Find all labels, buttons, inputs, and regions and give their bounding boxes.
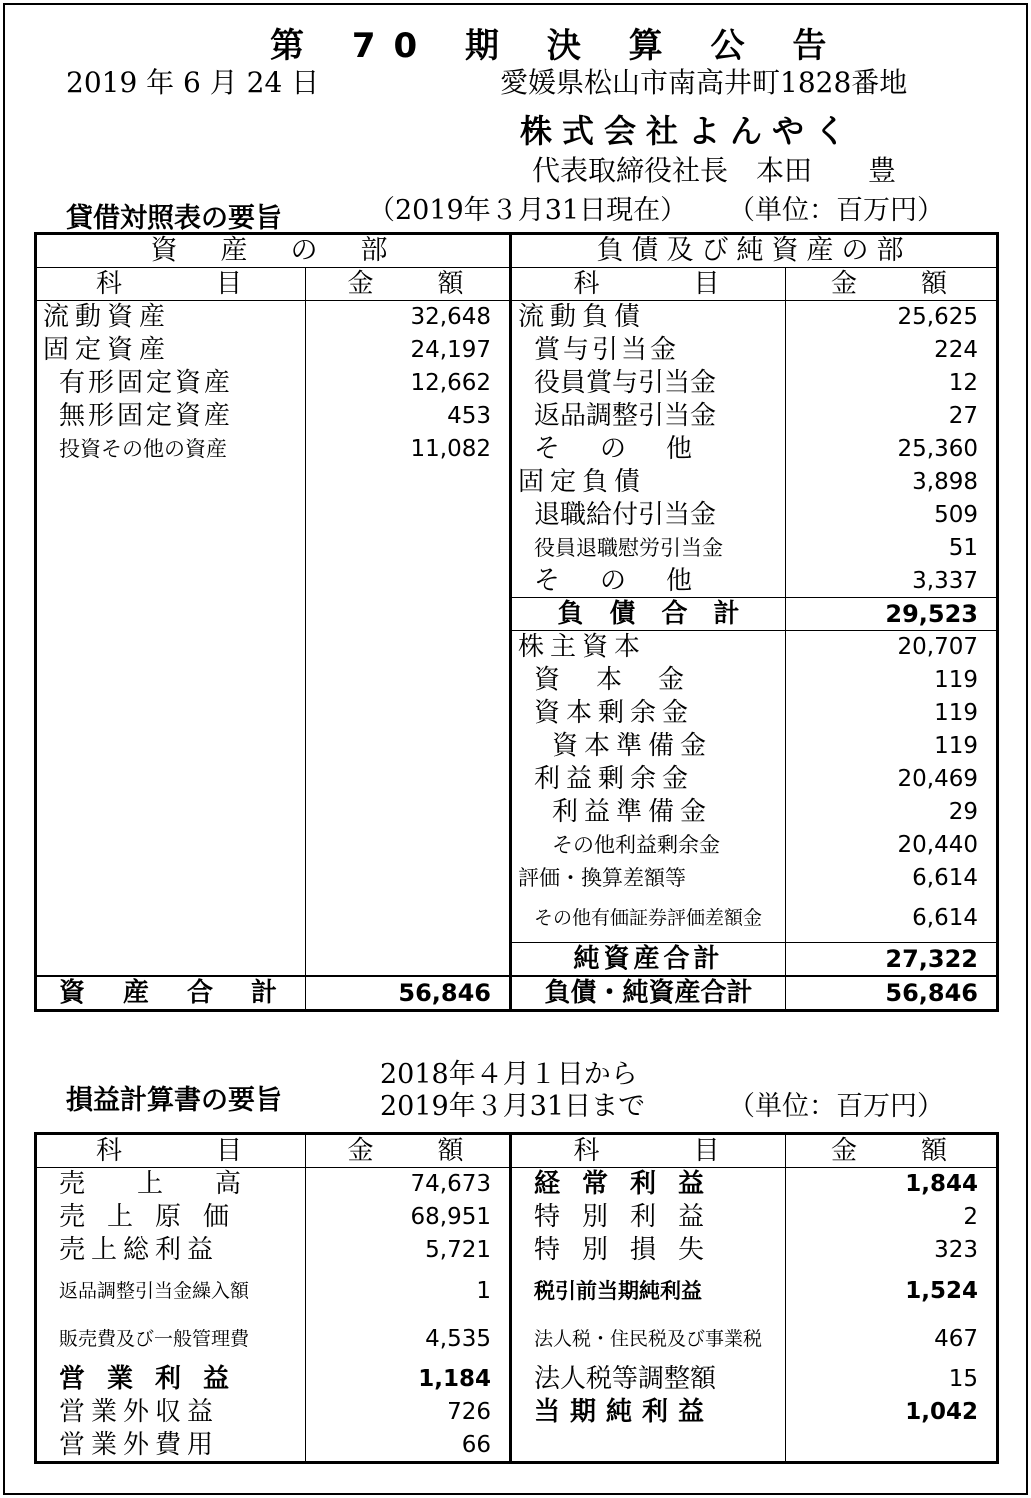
company-name: 株式会社よんやく: [520, 112, 857, 150]
row-label: 資本準備金: [511, 730, 786, 763]
row-value: 66: [306, 1429, 511, 1463]
row-label: 売上総利益: [59, 1235, 220, 1265]
column-header-amount: 金 額: [306, 268, 511, 301]
row-label: 資本金: [511, 664, 786, 697]
table-row: [36, 1234, 998, 1267]
row-value: 3,898: [786, 466, 998, 499]
row-label: 売上高: [59, 1169, 294, 1200]
column-header-item: 科 目: [36, 268, 306, 301]
column-header-item: 科 目: [511, 1134, 786, 1168]
row-value: 1: [306, 1267, 511, 1315]
row-value: 119: [786, 664, 998, 697]
row-value: 323: [786, 1234, 998, 1267]
table-row: [36, 697, 998, 730]
row-value: 224: [786, 334, 998, 367]
table-row: [36, 499, 998, 532]
row-value: 12,662: [306, 367, 511, 400]
page-title: 第 70 期 決 算 公 告: [270, 26, 845, 66]
row-value: 68,951: [306, 1201, 511, 1234]
row-value: 509: [786, 499, 998, 532]
row-value: 1,042: [786, 1396, 998, 1429]
row-label: 特別利益: [511, 1201, 786, 1234]
balance-sheet-table: [34, 232, 999, 1012]
row-label: 役員退職慰労引当金: [511, 532, 786, 565]
income-period-from: 2018年４月１日から: [380, 1059, 638, 1090]
income-statement-heading: 損益計算書の要旨: [66, 1085, 282, 1116]
row-label: 固定負債: [511, 466, 786, 499]
row-label: 法人税・住民税及び事業税: [511, 1315, 786, 1363]
row-value: 24,197: [306, 334, 511, 367]
row-value: 25,360: [786, 433, 998, 466]
row-label: 営業外収益: [59, 1397, 220, 1427]
table-row: [36, 1315, 998, 1363]
income-period-to: 2019年３月31日まで: [380, 1091, 646, 1122]
row-value: 5,721: [306, 1234, 511, 1267]
row-value: 20,469: [786, 763, 998, 796]
table-row: [36, 466, 998, 499]
table-row: [36, 730, 998, 763]
row-label: 評価・換算差額等: [511, 862, 786, 895]
row-label: その他: [511, 433, 786, 466]
equity-total-value: 27,322: [786, 943, 998, 977]
equity-total-label: 純資産合計: [511, 943, 786, 977]
row-label: 賞与引当金: [511, 334, 786, 367]
table-row: [36, 1168, 998, 1201]
income-statement-table: [34, 1132, 999, 1464]
row-label: 役員賞与引当金: [511, 367, 786, 400]
table-row: [36, 631, 998, 664]
table-row: [36, 234, 998, 268]
column-header-amount: 金 額: [306, 1134, 511, 1168]
representative: 代表取締役社長 本田 豊: [532, 154, 897, 187]
balance-sheet-date: （2019年３月31日現在）: [368, 195, 688, 226]
row-label: 営業利益: [59, 1364, 252, 1394]
row-label: 株主資本: [511, 631, 786, 664]
row-label: 売上原価: [59, 1202, 252, 1232]
row-value: 25,625: [786, 301, 998, 334]
row-label: 資本剰余金: [511, 697, 786, 730]
row-label: 有形固定資産: [59, 368, 234, 398]
table-row: [36, 829, 998, 862]
row-value: 6,614: [786, 862, 998, 895]
row-value: 11,082: [306, 433, 511, 466]
table-row: [36, 532, 998, 565]
row-value: 453: [306, 400, 511, 433]
row-value: 2: [786, 1201, 998, 1234]
assets-total-value: 56,846: [306, 976, 511, 1011]
row-value: 119: [786, 697, 998, 730]
table-row: [36, 433, 998, 466]
table-row: [36, 1134, 998, 1168]
row-label: 無形固定資産: [59, 401, 234, 431]
row-value: 1,844: [786, 1168, 998, 1201]
row-label: 経常利益: [511, 1168, 786, 1201]
row-value: 15: [786, 1363, 998, 1396]
row-label: 税引前当期純利益: [511, 1267, 786, 1315]
row-label: 流動資産: [43, 302, 172, 333]
liabilities-section-header: 負債及び純資産の部: [511, 234, 998, 268]
liab-equity-total-value: 56,846: [786, 976, 998, 1011]
row-value: 27: [786, 400, 998, 433]
row-label: その他利益剰余金: [511, 829, 786, 862]
row-label: 返品調整引当金繰入額: [59, 1279, 250, 1302]
row-value: 1,184: [306, 1363, 511, 1396]
publication-date: 2019 年 6 月 24 日: [66, 66, 320, 99]
table-row: [36, 796, 998, 829]
table-row: [36, 1429, 998, 1463]
row-label: 営業外費用: [59, 1429, 220, 1460]
row-label: 投資その他の資産: [59, 437, 227, 461]
row-label: 利益準備金: [511, 796, 786, 829]
column-header-amount: 金 額: [786, 1134, 998, 1168]
table-row: [36, 664, 998, 697]
row-value: 467: [786, 1315, 998, 1363]
liabilities-total-label: 負 債 合 計: [511, 598, 786, 631]
table-row: [36, 895, 998, 943]
table-row: [36, 598, 998, 631]
table-row: [36, 400, 998, 433]
liab-equity-total-label: 負債・純資産合計: [511, 976, 786, 1011]
row-label: 固定資産: [43, 335, 172, 365]
balance-sheet-unit: （単位：百万円）: [728, 195, 944, 226]
row-value: 12: [786, 367, 998, 400]
table-row: [36, 301, 998, 334]
column-header-amount: 金 額: [786, 268, 998, 301]
company-address: 愛媛県松山市南高井町1828番地: [500, 66, 908, 99]
row-value: 51: [786, 532, 998, 565]
table-row: [36, 1363, 998, 1396]
row-label: 流動負債: [511, 301, 786, 334]
row-value: 4,535: [306, 1315, 511, 1363]
row-value: 32,648: [306, 301, 511, 334]
column-header-item: 科 目: [511, 268, 786, 301]
row-value: 29: [786, 796, 998, 829]
table-row: [36, 862, 998, 895]
income-statement-unit: （単位：百万円）: [728, 1091, 944, 1122]
table-row: [36, 334, 998, 367]
table-row: [36, 1267, 998, 1315]
row-label: 法人税等調整額: [511, 1363, 786, 1396]
row-label: 販売費及び一般管理費: [59, 1327, 250, 1350]
table-row: [36, 976, 998, 1011]
row-label: 特別損失: [511, 1234, 786, 1267]
assets-section-header: 資 産 の 部: [36, 234, 511, 268]
table-row: [36, 763, 998, 796]
table-row: [36, 1201, 998, 1234]
table-row: [36, 268, 998, 301]
table-row: [36, 1396, 998, 1429]
assets-total-label: 資 産 合 計: [36, 976, 306, 1011]
row-value: 119: [786, 730, 998, 763]
row-label: その他有価証券評価差額金: [511, 895, 786, 943]
row-value: 20,707: [786, 631, 998, 664]
row-value: 74,673: [306, 1168, 511, 1201]
row-label: 退職給付引当金: [511, 499, 786, 532]
row-label: 当期純利益: [511, 1396, 786, 1429]
row-value: 1,524: [786, 1267, 998, 1315]
column-header-item: 科 目: [36, 1134, 306, 1168]
liabilities-total-value: 29,523: [786, 598, 998, 631]
row-value: 6,614: [786, 895, 998, 943]
table-row: [36, 367, 998, 400]
row-label: 利益剰余金: [511, 763, 786, 796]
row-value: 3,337: [786, 565, 998, 598]
table-row: [36, 943, 998, 977]
row-value: 20,440: [786, 829, 998, 862]
row-label: その他: [511, 565, 786, 598]
table-row: [36, 565, 998, 598]
balance-sheet-heading: 貸借対照表の要旨: [66, 203, 282, 234]
row-label: 返品調整引当金: [511, 400, 786, 433]
row-value: 726: [306, 1396, 511, 1429]
